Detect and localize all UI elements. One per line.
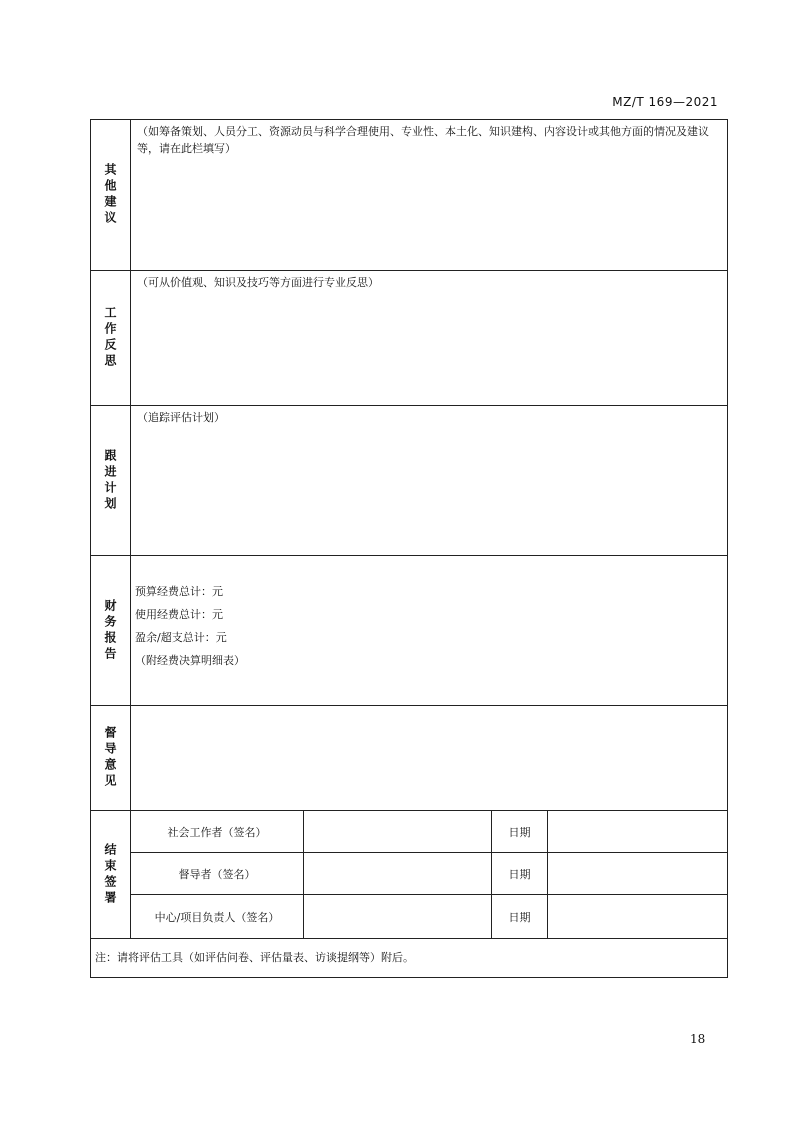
date-field[interactable] bbox=[548, 811, 727, 852]
label-cell bbox=[91, 406, 131, 555]
role-label: 社会工作者（签名） bbox=[131, 811, 304, 852]
supervision-opinion-field[interactable] bbox=[131, 706, 727, 810]
used-total-line: 使用经费总计：元 bbox=[135, 608, 223, 621]
role-label: 中心/项目负责人（签名） bbox=[131, 895, 304, 939]
signature-row bbox=[131, 811, 727, 853]
label-cell bbox=[91, 706, 131, 810]
signature-field[interactable] bbox=[304, 811, 492, 852]
date-label: 日期 bbox=[492, 811, 548, 852]
date-field[interactable] bbox=[548, 853, 727, 894]
label-cell bbox=[91, 811, 131, 938]
signature-row bbox=[131, 853, 727, 895]
signature-field[interactable] bbox=[304, 895, 492, 939]
row-label: 督导意见 bbox=[103, 726, 117, 790]
budget-total-line: 预算经费总计：元 bbox=[135, 585, 223, 598]
row-label: 其他建议 bbox=[103, 163, 117, 227]
date-field[interactable] bbox=[548, 895, 727, 939]
form-footnote: 注：请将评估工具（如评估问卷、评估量表、访谈提纲等）附后。 bbox=[95, 951, 414, 964]
signature-row bbox=[131, 895, 727, 939]
date-label: 日期 bbox=[492, 853, 548, 894]
follow-up-plan-field[interactable] bbox=[131, 406, 727, 555]
row-label: 财务报告 bbox=[103, 598, 117, 663]
label-cell bbox=[91, 271, 131, 405]
surplus-line: 盈余/超支总计：元 bbox=[135, 631, 227, 644]
row-supervision-opinion bbox=[91, 706, 727, 811]
field-hint: （如筹备策划、人员分工、资源动员与科学合理使用、专业性、本土化、知识建构、内容设计或其他方面的情况及建议等，请在此栏填写） bbox=[137, 125, 709, 155]
row-label: 工作反思 bbox=[103, 306, 117, 370]
evaluation-form-table bbox=[90, 119, 728, 978]
label-cell bbox=[91, 120, 131, 270]
row-other-suggestions bbox=[91, 120, 727, 271]
financial-report-field[interactable] bbox=[131, 556, 727, 705]
standard-code: MZ/T 169—2021 bbox=[612, 95, 718, 109]
attachment-note-line: （附经费决算明细表） bbox=[135, 654, 245, 667]
row-label: 结束签署 bbox=[103, 842, 117, 907]
page-number: 18 bbox=[690, 1032, 706, 1046]
field-hint: （追踪评估计划） bbox=[137, 411, 225, 424]
row-closing-signature bbox=[91, 811, 727, 939]
signature-grid bbox=[131, 811, 727, 938]
row-follow-up-plan bbox=[91, 406, 727, 556]
date-label: 日期 bbox=[492, 895, 548, 939]
row-financial-report bbox=[91, 556, 727, 706]
role-label: 督导者（签名） bbox=[131, 853, 304, 894]
other-suggestions-field[interactable] bbox=[131, 120, 727, 270]
row-work-reflection bbox=[91, 271, 727, 406]
work-reflection-field[interactable] bbox=[131, 271, 727, 405]
signature-field[interactable] bbox=[304, 853, 492, 894]
field-hint: （可从价值观、知识及技巧等方面进行专业反思） bbox=[137, 276, 379, 289]
label-cell bbox=[91, 556, 131, 705]
row-label: 跟进计划 bbox=[103, 448, 117, 513]
